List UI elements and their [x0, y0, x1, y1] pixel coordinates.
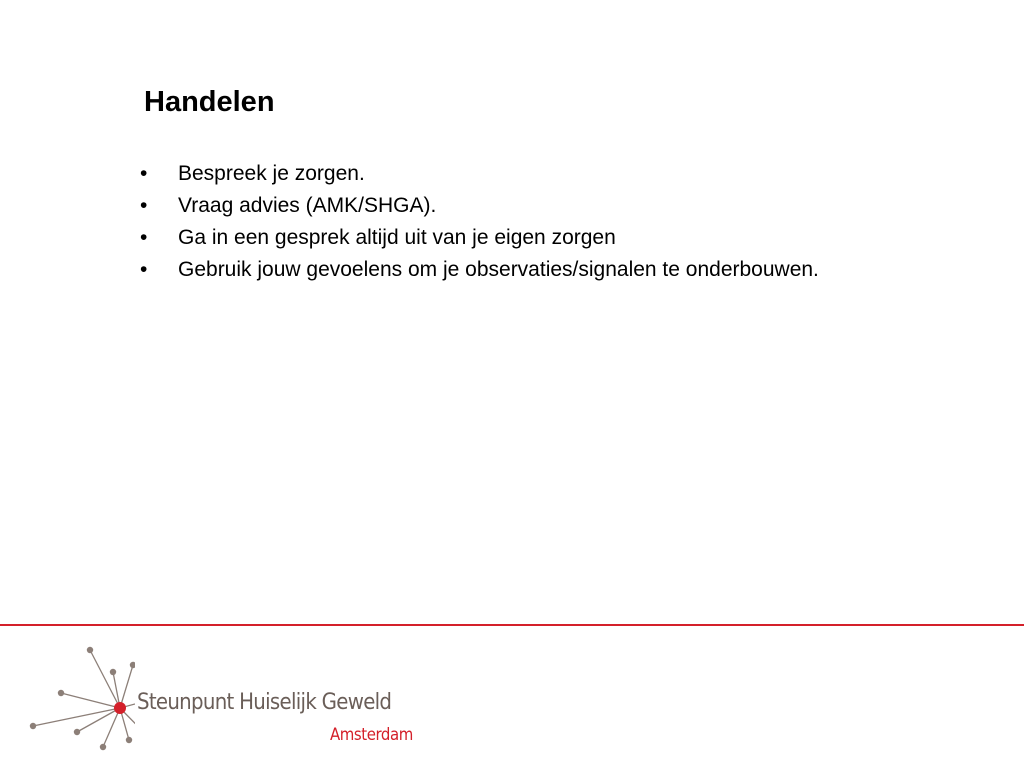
- bullet-dot-icon: •: [140, 194, 148, 217]
- organization-logo: [25, 640, 445, 762]
- bullet-dot-icon: •: [140, 162, 148, 185]
- footer-divider: [0, 624, 1024, 626]
- logo-name-text: Steunpunt Huiselijk Geweld: [137, 690, 392, 715]
- bullet-dot-icon: •: [140, 258, 148, 281]
- bullet-dot-icon: •: [140, 226, 148, 249]
- logo-city-text: Amsterdam: [330, 725, 413, 745]
- bullet-text: Bespreek je zorgen.: [178, 162, 365, 185]
- list-item: [140, 193, 840, 218]
- bullet-text: Vraag advies (AMK/SHGA).: [178, 194, 437, 217]
- list-item: [140, 257, 840, 282]
- bullet-list: [140, 161, 840, 289]
- list-item: [140, 161, 840, 186]
- bullet-text: Gebruik jouw gevoelens om je observaties/signalen te onderbouwen.: [178, 258, 819, 281]
- bullet-text: Ga in een gesprek altijd uit van je eigen zorgen: [178, 226, 616, 249]
- slide-title: Handelen: [144, 86, 275, 118]
- list-item: [140, 225, 840, 250]
- network-star-icon: [25, 640, 135, 762]
